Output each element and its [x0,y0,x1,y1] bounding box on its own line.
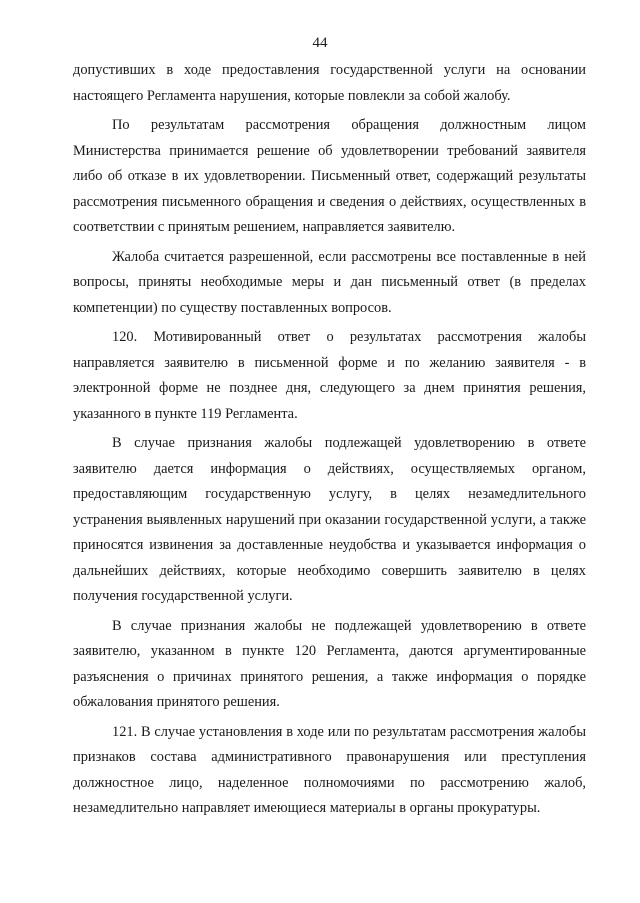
paragraph-complaint-rejected: В случае признания жалобы не подлежащей удовлетворению в ответе заявителю, указанном в пункте 120 Регламента, даются аргументированные разъяснения о причинах принятого решения, а также информация о порядке обжалования принятого решения. [73,617,586,710]
paragraph-clause-120: 120. Мотивированный ответ о результатах рассмотрения жалобы направляется заявителю в письменной форме и по желанию заявителя - в электронной форме не позднее дня, следующего за днем принятия решения, указанного в пункте 119 Регламента. [73,329,586,422]
paragraph-clause-121: 121. В случае установления в ходе или по результатам рассмотрения жалобы признаков состава административного правонарушения или преступления должностное лицо, наделенное полномочиями по рассмотрению жалоб, незамедлительно направляет имеющиеся материалы в органы прокуратуры. [73,723,586,816]
paragraph-complaint-satisfied: В случае признания жалобы подлежащей удовлетворению в ответе заявителю дается информация о действиях, осуществляемых органом, предоставляющим государственную услугу, в целях незамедлительного устранения выявленных нарушений при оказании государственной услуги, а также приносятся извинения за доставленные неудобства и указывается информация о дальнейших действиях, которые необходимо совершить заявителю в целях получения государственной услуги. [73,435,586,604]
paragraph-complaint-resolved: Жалоба считается разрешенной, если рассмотрены все поставленные в ней вопросы, приняты необходимые меры и дан письменный ответ (в пределах компетенции) по существу поставленных вопросов. [73,248,586,316]
page-number: 44 [312,35,328,51]
document-body [73,58,586,826]
paragraph-continuation: допустивших в ходе предоставления государственной услуги на основании настоящего Регламента нарушения, которые повлекли за собой жалобу. [73,62,586,104]
paragraph-review-results: По результатам рассмотрения обращения должностным лицом Министерства принимается решение об удовлетворении требований заявителя либо об отказе в их удовлетворении. Письменный ответ, содержащий результаты рассмотрения письменного обращения и сведения о действиях, осуществленных в соответствии с принятым решением, направляется заявителю. [73,117,586,235]
